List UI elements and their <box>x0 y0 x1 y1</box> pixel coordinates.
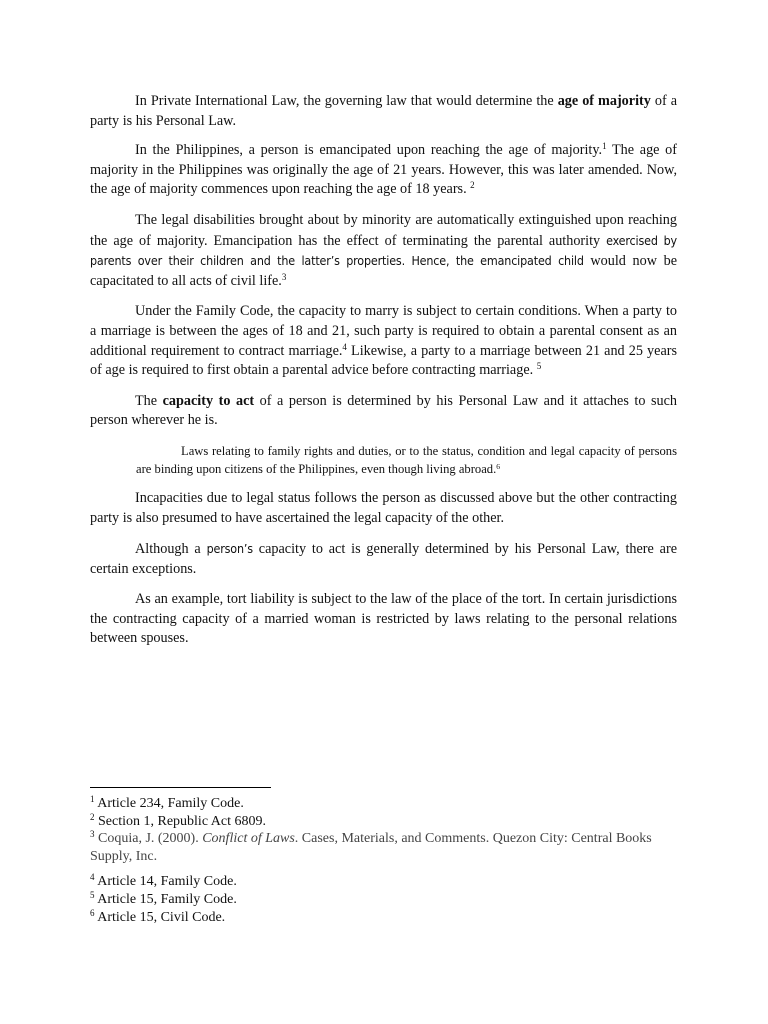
footnote-4 <box>90 873 677 891</box>
footnote-ref: 4 <box>342 341 347 352</box>
footnotes <box>90 795 677 926</box>
paragraph-legal-disabilities <box>90 211 677 291</box>
footnote-number: 6 <box>90 907 95 918</box>
footnote-text: Article 234, Family Code. <box>94 796 244 811</box>
paragraph-text: Although a <box>135 541 207 558</box>
footnote-text: Article 15, Family Code. <box>94 891 237 907</box>
paragraph-family-code <box>90 302 677 380</box>
paragraph-capacity-to-act <box>90 392 677 431</box>
paragraph-text: In Private International Law, the governing law that would determine the <box>135 93 558 109</box>
paragraph-text-alt-font: exercised by parents over their children and the latter’s properties. Hence, the emancipated child <box>90 232 677 269</box>
paragraph-exceptions <box>90 539 677 579</box>
paragraph-text: The age of majority in the Philippines was originally the age of 21 years. However, this was later amended. Now, the age of majority commences upon reaching the age of 18 years. <box>90 142 677 198</box>
paragraph-text: Under the Family Code, the capacity to marry is subject to certain conditions. When a party to a marriage is between the ages of 18 and 21, such party is required to obtain a parental consent as an additional requirement to contract marriage. <box>90 303 677 359</box>
block-quote <box>136 442 677 478</box>
paragraph-text: In the Philippines, a person is emancipated upon reaching the age of majority. <box>135 142 603 159</box>
footnote-1 <box>90 795 677 813</box>
footnote-number: 5 <box>90 889 95 900</box>
paragraph-text: The <box>135 392 163 409</box>
footnote-text: Section 1, Republic Act 6809. <box>94 813 266 829</box>
document-body <box>90 92 677 660</box>
bold-term: capacity to act <box>162 392 255 409</box>
paragraph-text: of a person is determined by his Personal Law and it attaches to such person wherever he is. <box>90 392 677 429</box>
footnote-text: Article 14, Family Code. <box>94 874 237 890</box>
quote-text: Laws relating to family rights and duties, or to the status, condition and legal capacity of persons are binding upon citizens of the Philippines, even though living abroad. <box>136 443 677 476</box>
paragraph-text: capacity to act is generally determined by his Personal Law, there are certain exceptions. <box>90 541 677 577</box>
footnote-ref: 5 <box>536 361 542 372</box>
bold-term: age of majority <box>557 93 651 109</box>
footnote-3 <box>90 830 677 865</box>
paragraph-text: would now be capacitated to all acts of civil life. <box>90 253 677 289</box>
footnote-ref: 6 <box>496 461 501 471</box>
footnote-text: Coquia, J. (2000). <box>94 831 203 847</box>
paragraph-tort-example: As an example, tort liability is subject to the law of the place of the tort. In certain jurisdictions the contracting capacity of a married woman is restricted by laws relating to the personal relations between spouses. <box>90 591 677 647</box>
paragraph-age-of-majority <box>90 92 677 131</box>
footnote-5 <box>90 891 677 909</box>
paragraph-incapacities: Incapacities due to legal status follows the person as discussed above but the other contracting party is also presumed to have ascertained the legal capacity of the other. <box>90 489 677 526</box>
paragraph-text: The legal disabilities brought about by minority are automatically extinguished upon reaching the age of majority. Emancipation has the effect of terminating the parental authority <box>90 211 677 249</box>
footnote-ref: 3 <box>281 271 287 282</box>
paragraph-text-alt-font: person’s <box>206 541 253 557</box>
footnote-number: 3 <box>90 829 95 840</box>
footnote-2 <box>90 813 677 831</box>
paragraph-text: of a party is his Personal Law. <box>90 93 678 129</box>
footnote-number: 4 <box>90 872 95 883</box>
footnote-separator <box>90 787 271 788</box>
paragraph-text: Likewise, a party to a marriage between 21 and 25 years of age is required to first obtain a parental advice before contracting marriage. <box>90 342 677 379</box>
footnote-text: . Cases, Materials, and Comments. Quezon City: Central Books Supply, Inc. <box>90 831 652 864</box>
footnote-6 <box>90 909 677 927</box>
footnote-number: 1 <box>90 794 95 804</box>
footnote-book-title: Conflict of Laws <box>202 831 295 847</box>
footnote-ref: 1 <box>602 141 607 152</box>
footnote-text: Article 15, Civil Code. <box>94 909 226 925</box>
paragraph-philippines <box>90 141 677 200</box>
footnote-ref: 2 <box>470 180 475 191</box>
footnote-number: 2 <box>90 811 95 822</box>
